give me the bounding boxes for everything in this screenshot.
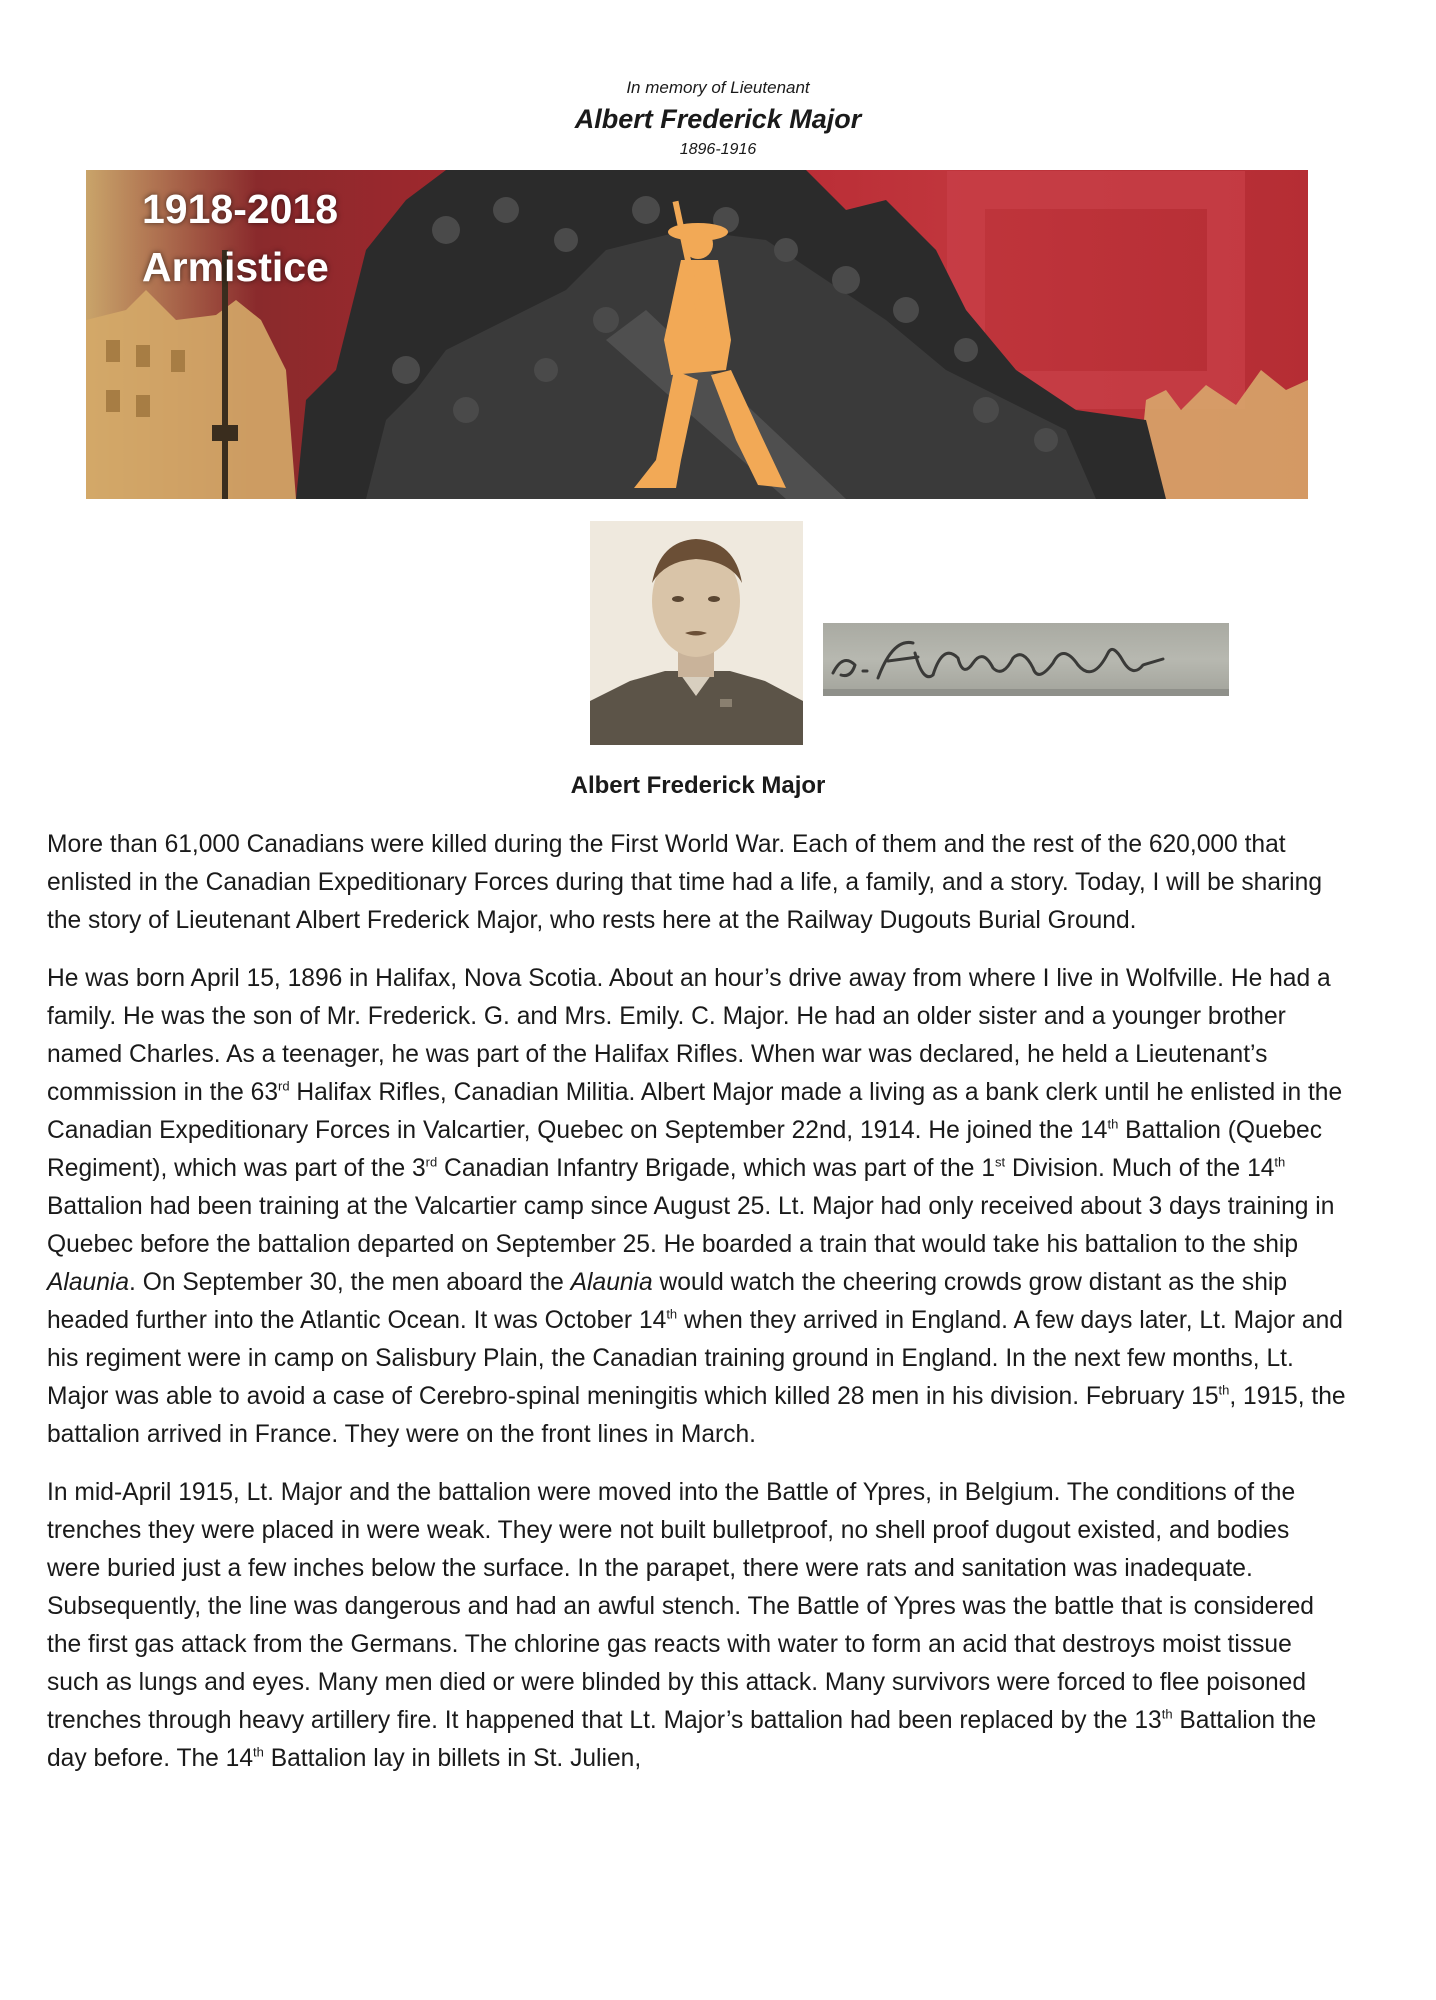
memory-line: In memory of Lieutenant [626,78,810,97]
paragraph-2: He was born April 15, 1896 in Halifax, Nova Scotia. About an hour’s drive away from where I live in Wolfville. He had a family. He was the son of Mr. Frederick. G. and Mrs. Emily. C. Major. He had an older sister and a younger brother named Charles. As a teenager, he was part of the Halifax Rifles. When war was declared, he held a Lieutenant’s commission in the 63rd Halifax Rifles, Canadian Militia. Albert Major made a living as a bank clerk until he enlisted in the Canadian Expeditionary Forces in Valcartier, Quebec on September 22nd, 1914. He joined the 14th Battalion (Quebec Regiment), which was part of the 3rd Canadian Infantry Brigade, which was part of the 1st Division. Much of the 14th Battalion had been training at the Valcartier camp since August 25. Lt. Major had only received about 3 days training in Quebec before the battalion departed on September 25. He boarded a train that would take his battalion to the ship Alaunia. On September 30, the men aboard the Alaunia would watch the cheering crowds grow distant as the ship headed further into the Atlantic Ocean. It was October 14th when they arrived in England. A few days later, Lt. Major and his regiment were in camp on Salisbury Plain, the Canadian training ground in England. In the next few months, Lt. Major was able to avoid a case of Cerebro-spinal meningitis which killed 28 men in his division. February 15th, 1915, the battalion arrived in France. They were on the front lines in March. [47,965,1346,1448]
portrait-image [590,521,803,745]
paragraph-3: In mid-April 1915, Lt. Major and the battalion were moved into the Battle of Ypres, in Belgium. The conditions of the trenches they were placed in were weak. They were not built bulletproof, no shell proof dugout existed, and bodies were buried just a few inches below the surface. In the parapet, there were rats and sanitation was inadequate. Subsequently, the line was dangerous and had an awful stench. The Battle of Ypres was the battle that is considered the first gas attack from the Germans. The chlorine gas reacts with water to form an acid that destroys moist tissue such as lungs and eyes. Many men died or were blinded by this attack. Many survivors were forced to flee poisoned trenches through heavy artillery fire. It happened that Lt. Major’s battalion had been replaced by the 13th Battalion the day before. The 14th Battalion lay in billets in St. Julien, [47,1479,1317,1772]
photo-caption: Albert Frederick Major [570,772,826,799]
article-body [47,826,1347,1798]
banner-years: 1918-2018 [142,186,339,232]
portrait-photo [590,521,803,745]
paragraph-1: More than 61,000 Canadians were killed during the First World War. Each of them and the rest of the 620,000 that enlisted in the Canadian Expeditionary Forces during that time had a life, a family, and a story. Today, I will be sharing the story of Lieutenant Albert Frederick Major, who rests here at the Railway Dugouts Burial Ground. [47,831,1323,934]
banner-armistice: Armistice [142,244,329,290]
armistice-banner [86,170,1308,499]
memorial-header [0,76,1436,162]
banner-title [142,180,338,296]
memorial-name: Albert Frederick Major [574,104,862,134]
signature [823,623,1229,696]
signature-image [823,623,1229,696]
memorial-years: 1896-1916 [679,141,757,158]
